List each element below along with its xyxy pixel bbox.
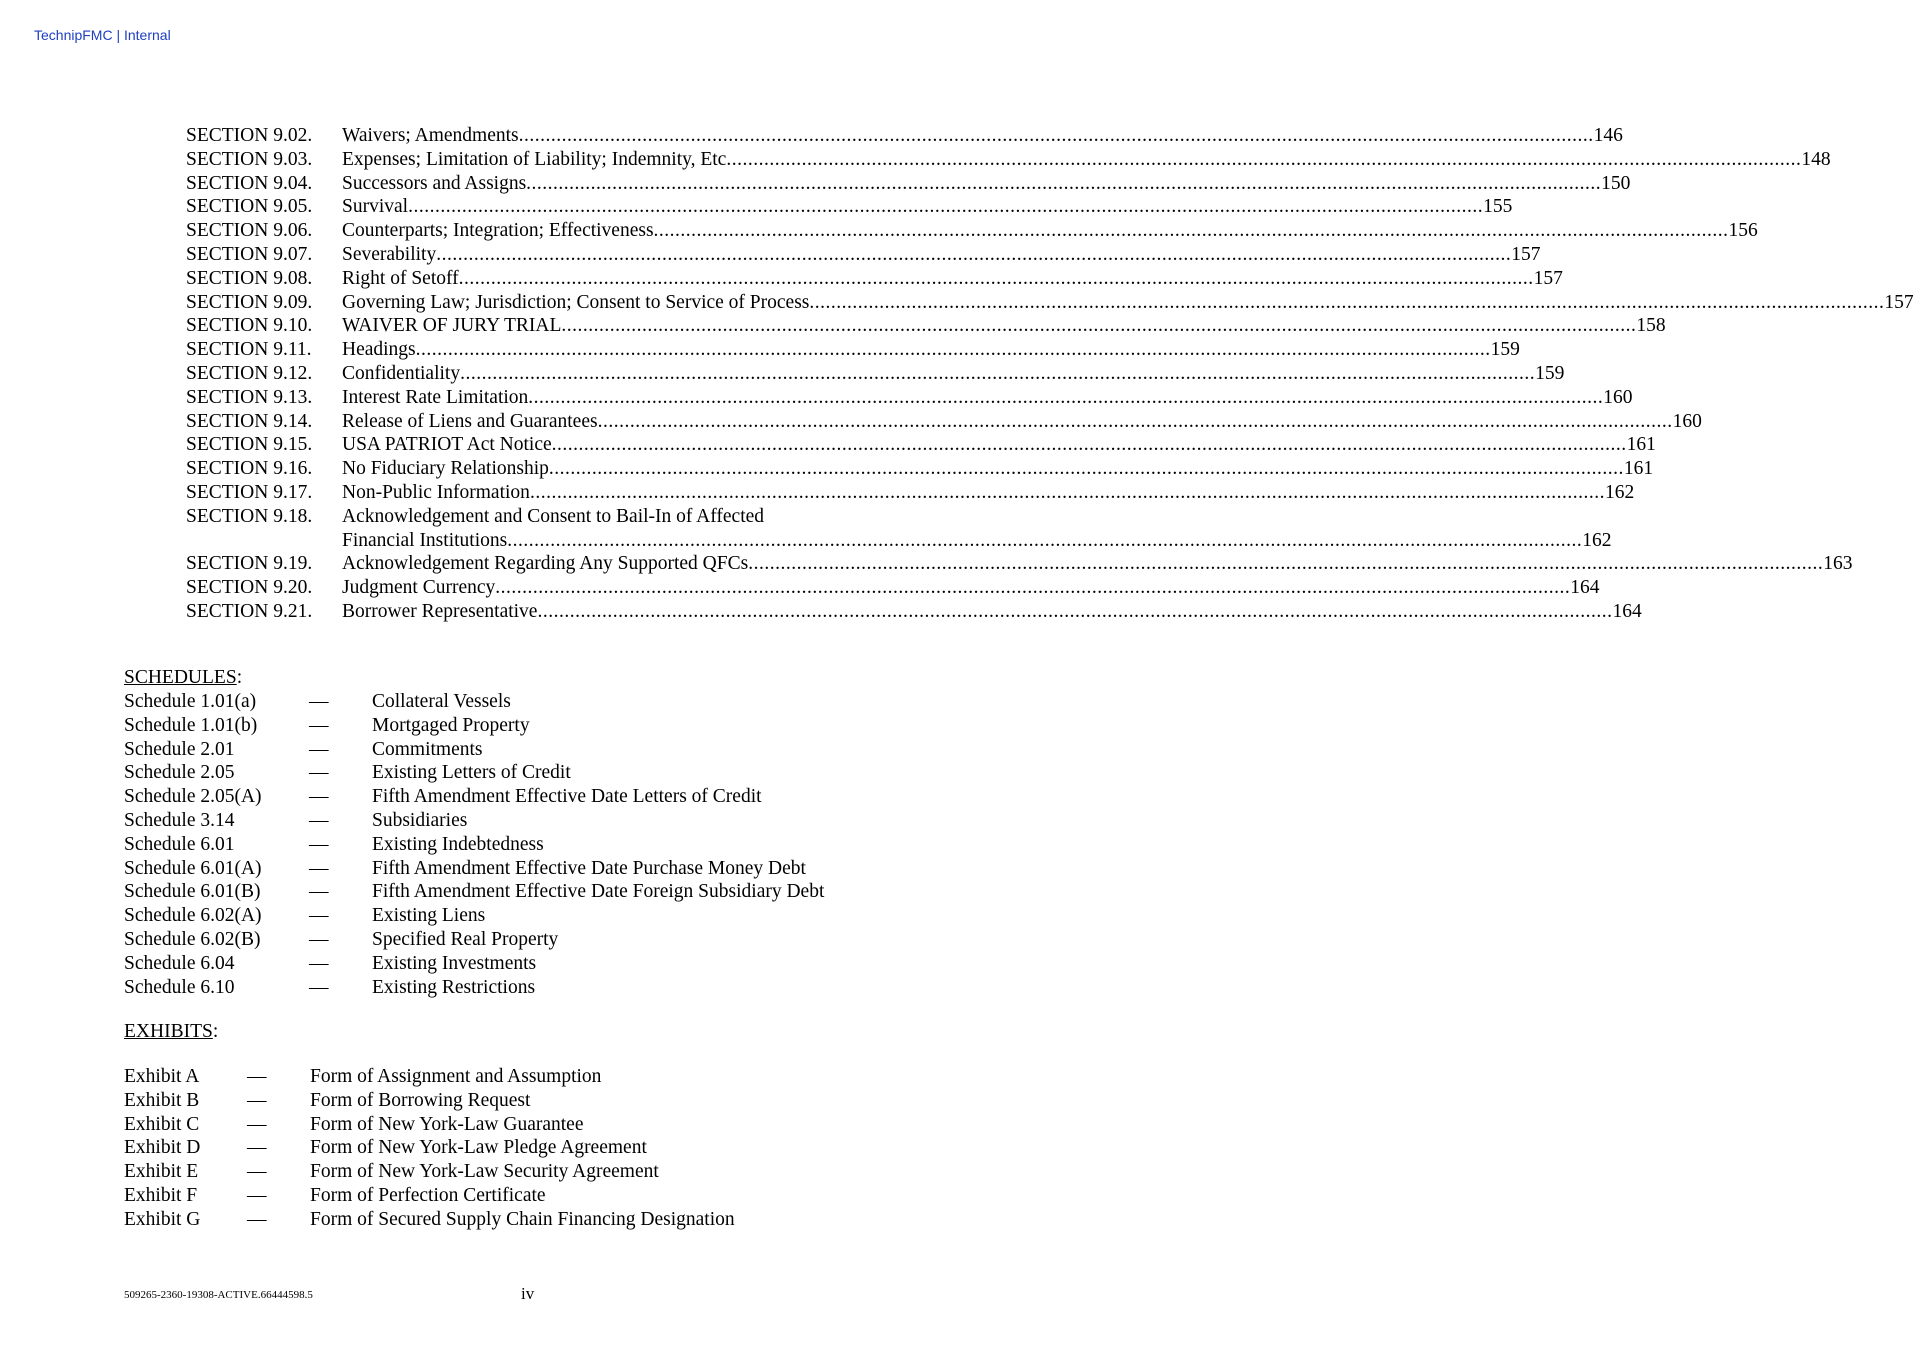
toc-section-number: SECTION 9.07. (186, 243, 313, 265)
toc-entry (186, 291, 1914, 315)
em-dash: — (309, 786, 329, 808)
schedules-list (124, 690, 824, 999)
schedule-title: Existing Letters of Credit (372, 762, 571, 784)
schedule-row (124, 857, 824, 881)
toc-title-line (342, 600, 1642, 624)
schedule-title: Existing Restrictions (372, 976, 536, 998)
exhibit-id: Exhibit G (124, 1208, 201, 1230)
toc-page-number: 159 (1490, 339, 1520, 361)
toc-title-line (342, 433, 1656, 457)
exhibit-id: Exhibit A (124, 1066, 200, 1087)
toc-leader-dots: ........................................................................................................................................................................................................ (415, 339, 1491, 361)
toc-entry (186, 433, 1656, 457)
toc-page-number: 155 (1483, 196, 1513, 218)
toc-section-title: Acknowledgement and Consent to Bail-In of Affected (342, 505, 765, 527)
schedule-title: Existing Liens (372, 905, 486, 927)
schedule-row (124, 714, 824, 738)
toc-leader-dots: ........................................................................................................................................................................................................ (809, 291, 1885, 313)
toc-entry (186, 195, 1513, 219)
exhibits-list (124, 1065, 735, 1232)
toc-leader-dots: ........................................................................................................................................................................................................ (528, 386, 1604, 408)
toc-section-number: SECTION 9.02. (186, 125, 313, 146)
exhibit-title: Form of New York-Law Security Agreement (310, 1161, 659, 1183)
exhibit-row (124, 1184, 735, 1208)
schedule-title: Specified Real Property (372, 928, 559, 950)
em-dash: — (247, 1208, 267, 1230)
exhibit-title: Form of New York-Law Pledge Agreement (310, 1137, 647, 1159)
toc-title-line (342, 172, 1630, 196)
toc-entry-continuation (186, 529, 1612, 553)
em-dash: — (309, 905, 329, 927)
schedule-id: Schedule 1.01(b) (124, 714, 258, 736)
toc-page-number: 162 (1604, 481, 1635, 503)
toc-page-number: 162 (1582, 529, 1612, 551)
em-dash: — (309, 738, 329, 760)
toc-title-line (342, 148, 1831, 172)
schedule-id: Schedule 2.05(A) (124, 786, 262, 808)
toc-entry (186, 386, 1633, 410)
toc-leader-dots: ........................................................................................................................................................................................................ (408, 196, 1484, 218)
em-dash: — (309, 762, 329, 784)
toc-section-title: Judgment Currency (342, 577, 496, 599)
schedule-row (124, 690, 824, 714)
exhibit-title: Form of New York-Law Guarantee (310, 1113, 584, 1135)
toc-entry (186, 338, 1520, 362)
toc-section-number: SECTION 9.17. (186, 481, 313, 503)
schedule-row (124, 928, 824, 952)
toc-section-number: SECTION 9.09. (186, 291, 313, 313)
schedule-title: Mortgaged Property (372, 714, 530, 736)
toc-section-number: SECTION 9.18. (186, 505, 313, 527)
toc-leader-dots: ........................................................................................................................................................................................................ (537, 600, 1613, 622)
em-dash: — (309, 928, 329, 950)
em-dash: — (309, 881, 329, 903)
em-dash: — (247, 1184, 267, 1206)
schedule-title: Fifth Amendment Effective Date Letters of Credit (372, 786, 762, 808)
toc-title-line (342, 505, 931, 529)
schedule-title: Commitments (372, 738, 483, 760)
toc-section-title: Interest Rate Limitation (342, 386, 529, 408)
toc-section-number: SECTION 9.16. (186, 458, 313, 480)
toc-page-number: 150 (1601, 172, 1631, 194)
toc-page-number: 159 (1535, 362, 1565, 384)
toc-entry (186, 576, 1600, 600)
toc-section-number: SECTION 9.11. (186, 339, 312, 361)
em-dash: — (247, 1113, 267, 1135)
exhibit-title: Form of Secured Supply Chain Financing Designation (310, 1208, 735, 1230)
toc-section-title: USA PATRIOT Act Notice (342, 434, 552, 456)
em-dash: — (309, 952, 329, 974)
em-dash: — (309, 809, 329, 831)
toc-section-title: Survival (342, 196, 409, 218)
schedule-row (124, 809, 824, 833)
toc-title-line (342, 457, 1653, 481)
toc-section-number: SECTION 9.08. (186, 267, 313, 289)
schedule-id: Schedule 6.02(B) (124, 928, 261, 950)
toc-page-number: 160 (1603, 386, 1633, 408)
toc-page-number: 158 (1636, 315, 1666, 337)
toc-entry (186, 243, 1541, 267)
exhibit-row (124, 1089, 735, 1113)
toc-entry (186, 219, 1758, 243)
toc-title-line (342, 552, 1852, 576)
schedule-row (124, 976, 824, 1000)
schedule-id: Schedule 1.01(a) (124, 691, 257, 712)
schedule-id: Schedule 6.01(B) (124, 881, 261, 903)
toc-title-line (342, 195, 1512, 219)
toc-page-number: 161 (1626, 434, 1656, 456)
em-dash: — (309, 833, 329, 855)
toc-section-number: SECTION 9.05. (186, 196, 313, 218)
toc-title-line (342, 243, 1540, 267)
toc-section-title: Expenses; Limitation of Liability; Indemnity, Etc (342, 148, 727, 170)
schedule-id: Schedule 6.10 (124, 976, 235, 998)
schedule-row (124, 880, 824, 904)
toc-entry (186, 481, 1635, 505)
toc-section-title: Release of Liens and Guarantees (342, 410, 598, 432)
toc-page-number: 157 (1511, 243, 1541, 265)
exhibit-id: Exhibit C (124, 1113, 200, 1135)
schedule-title: Subsidiaries (372, 809, 468, 831)
exhibit-row (124, 1160, 735, 1184)
toc-title-line (342, 576, 1600, 600)
document-id: 509265-2360-19308-ACTIVE.66444598.5 (124, 1289, 313, 1301)
toc-section-number: SECTION 9.14. (186, 410, 313, 432)
exhibit-id: Exhibit E (124, 1161, 199, 1183)
classification-label: TechnipFMC | Internal (34, 27, 171, 43)
toc-leader-dots: ........................................................................................................................................................................................................ (597, 410, 1673, 432)
toc-entry (186, 314, 1666, 338)
toc-leader-dots: ........................................................................................................................................................................................................ (748, 553, 1824, 575)
toc-entry (186, 362, 1565, 386)
exhibit-row (124, 1136, 735, 1160)
toc-title-line (342, 410, 1702, 434)
exhibits-heading: EXHIBITS: (124, 1021, 219, 1042)
em-dash: — (247, 1089, 267, 1111)
toc-section-title: Governing Law; Jurisdiction; Consent to Service of Process (342, 291, 810, 313)
table-of-contents (186, 124, 1914, 624)
toc-page-number: 157 (1884, 291, 1914, 313)
toc-title-line (342, 314, 1666, 338)
toc-section-title: Acknowledgement Regarding Any Supported QFCs (342, 553, 749, 575)
toc-section-title: Headings (342, 339, 416, 361)
exhibit-title: Form of Borrowing Request (310, 1089, 531, 1111)
exhibit-id: Exhibit F (124, 1184, 198, 1206)
em-dash: — (309, 691, 329, 712)
em-dash: — (247, 1066, 267, 1087)
toc-leader-dots: ........................................................................................................................................................................................................ (529, 481, 1605, 503)
toc-entry (186, 552, 1853, 576)
em-dash: — (247, 1161, 267, 1183)
toc-entry (186, 457, 1654, 481)
toc-leader-dots: ........................................................................................................................................................................................................ (460, 362, 1536, 384)
toc-title-line (342, 386, 1633, 410)
schedule-id: Schedule 6.01 (124, 833, 235, 855)
toc-section-number: SECTION 9.13. (186, 386, 313, 408)
schedule-id: Schedule 6.02(A) (124, 905, 262, 927)
toc-section-title: Non-Public Information (342, 481, 530, 503)
schedules-heading: SCHEDULES: (124, 667, 243, 688)
toc-section-number: SECTION 9.10. (186, 315, 313, 337)
schedule-title: Fifth Amendment Effective Date Foreign Subsidiary Debt (372, 881, 825, 903)
toc-section-title: Waivers; Amendments (342, 125, 519, 146)
exhibit-row (124, 1113, 735, 1137)
schedule-title: Fifth Amendment Effective Date Purchase Money Debt (372, 857, 806, 879)
schedule-title: Existing Indebtedness (372, 833, 544, 855)
page-number: iv (521, 1284, 535, 1303)
toc-title-line (342, 291, 1914, 315)
toc-entry (186, 148, 1831, 172)
toc-leader-dots: ........................................................................................................................................................................................................ (726, 148, 1802, 170)
toc-page-number: 160 (1672, 410, 1702, 432)
exhibit-title: Form of Assignment and Assumption (310, 1066, 602, 1087)
toc-section-title: Borrower Representative (342, 600, 538, 622)
toc-page-number: 157 (1533, 267, 1563, 289)
toc-page-number: 164 (1570, 577, 1600, 599)
exhibit-id: Exhibit B (124, 1089, 200, 1111)
em-dash: — (309, 976, 329, 998)
schedule-id: Schedule 2.05 (124, 762, 235, 784)
toc-leader-dots: ........................................................................................................................................................................................................ (518, 125, 1594, 146)
toc-entry (186, 410, 1702, 434)
toc-section-number: SECTION 9.12. (186, 362, 313, 384)
toc-section-number: SECTION 9.19. (186, 553, 313, 575)
toc-leader-dots: ........................................................................................................................................................................................................ (551, 434, 1627, 456)
toc-section-title: No Fiduciary Relationship (342, 458, 549, 480)
schedule-id: Schedule 3.14 (124, 809, 235, 831)
toc-title-line (342, 362, 1564, 386)
schedule-id: Schedule 2.01 (124, 738, 235, 760)
toc-page-number: 163 (1823, 553, 1853, 575)
schedule-title: Existing Investments (372, 952, 537, 974)
schedule-row (124, 738, 824, 762)
toc-title-line (342, 338, 1520, 362)
exhibit-id: Exhibit D (124, 1137, 201, 1159)
toc-page-number: 148 (1801, 148, 1831, 170)
toc-leader-dots: ........................................................................................................................................................................................................ (458, 267, 1534, 289)
toc-entry (186, 172, 1631, 196)
toc-leader-dots: ........................................................................................................................................................................................................ (526, 172, 1602, 194)
toc-section-title: WAIVER OF JURY TRIAL (342, 315, 562, 337)
toc-entry (186, 267, 1563, 291)
schedule-row (124, 761, 824, 785)
toc-leader-dots: ........................................................................................................................................................................................................ (436, 243, 1512, 265)
toc-section-number: SECTION 9.03. (186, 148, 313, 170)
toc-section-title: Right of Setoff (342, 267, 459, 289)
toc-section-title: Counterparts; Integration; Effectiveness (342, 220, 654, 242)
toc-entry (186, 600, 1642, 624)
toc-section-title: Confidentiality (342, 362, 461, 384)
schedule-title: Collateral Vessels (372, 691, 511, 712)
toc-page-number: 161 (1623, 458, 1654, 480)
exhibit-row (124, 1065, 735, 1089)
exhibit-title: Form of Perfection Certificate (310, 1184, 546, 1206)
toc-section-number: SECTION 9.20. (186, 577, 313, 599)
toc-section-number: SECTION 9.15. (186, 434, 313, 456)
toc-title-line (342, 529, 1611, 553)
schedule-id: Schedule 6.01(A) (124, 857, 262, 879)
schedule-id: Schedule 6.04 (124, 952, 235, 974)
toc-leader-dots: ........................................................................................................................................................................................................ (561, 315, 1637, 337)
toc-section-title-continued: Financial Institutions (342, 529, 508, 551)
exhibit-row (124, 1208, 735, 1232)
em-dash: — (247, 1137, 267, 1159)
toc-section-number: SECTION 9.06. (186, 220, 313, 242)
em-dash: — (309, 857, 329, 879)
toc-page-number: 146 (1593, 125, 1623, 146)
toc-leader-dots: ........................................................................................................................................................................................................ (495, 577, 1571, 599)
toc-section-title: Severability (342, 243, 437, 265)
schedule-row (124, 952, 824, 976)
toc-leader-dots: ........................................................................................................................................................................................................ (507, 529, 1583, 551)
schedule-row (124, 833, 824, 857)
schedule-row (124, 785, 824, 809)
toc-page-number: 164 (1612, 600, 1642, 622)
toc-leader-dots: ........................................................................................................................................................................................................ (548, 458, 1624, 480)
em-dash: — (309, 714, 329, 736)
toc-page-number: 156 (1728, 220, 1758, 242)
toc-leader-dots: ........................................................................................................................................................................................................ (653, 220, 1729, 242)
toc-entry (186, 505, 931, 529)
toc-section-number: SECTION 9.04. (186, 172, 313, 194)
toc-entry (186, 124, 1623, 148)
toc-title-line (342, 481, 1634, 505)
toc-section-title: Successors and Assigns (342, 172, 527, 194)
toc-section-number: SECTION 9.21. (186, 600, 313, 622)
toc-spacer (186, 529, 342, 553)
toc-title-line (342, 219, 1758, 243)
toc-title-line (342, 267, 1563, 291)
toc-title-line (342, 124, 1623, 148)
schedule-row (124, 904, 824, 928)
